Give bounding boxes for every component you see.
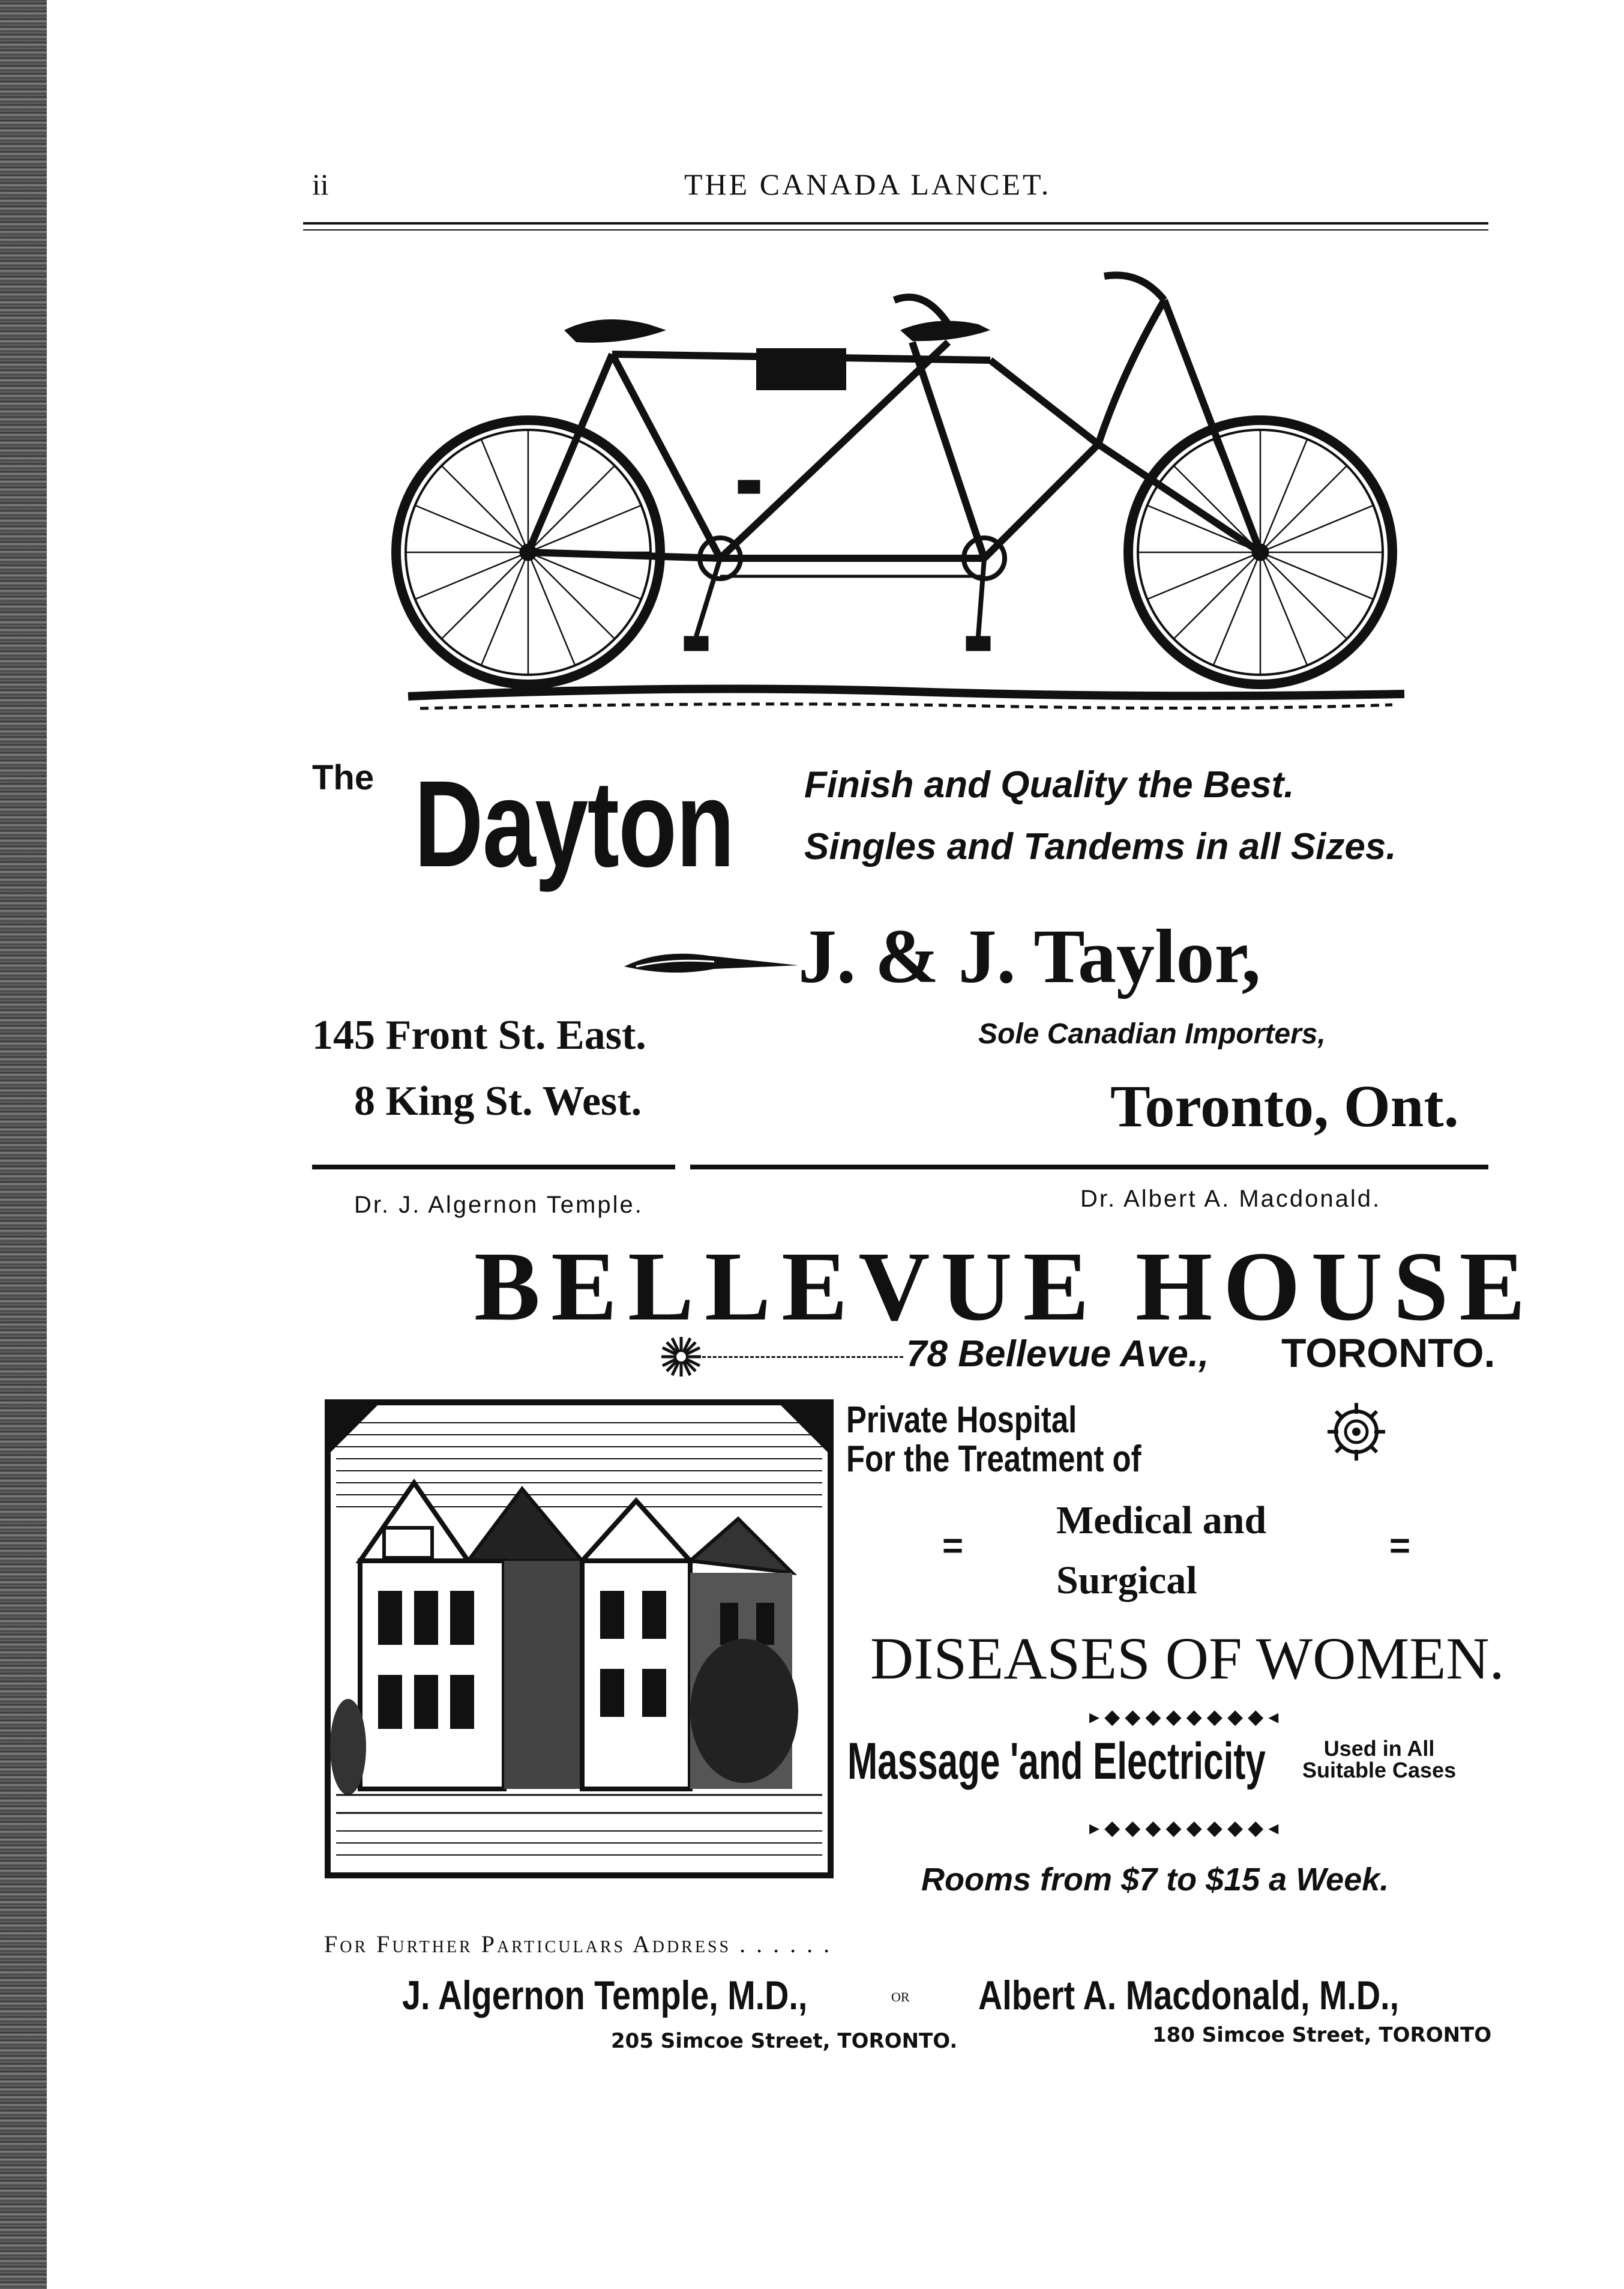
bellevue-house-title: BELLEVUE HOUSE bbox=[474, 1231, 1536, 1341]
used-line-1: Used in All bbox=[1323, 1736, 1435, 1761]
compass-rose-icon bbox=[1326, 1402, 1386, 1462]
further-particulars: For Further Particulars Address . . . . . . bbox=[324, 1931, 832, 1958]
or-separator: or bbox=[891, 1984, 910, 2006]
used-in-all-suitable-cases bbox=[1302, 1738, 1456, 1781]
room-rates: Rooms from $7 to $15 a Week. bbox=[921, 1862, 1389, 1898]
dayton-brand: Dayton bbox=[414, 755, 734, 893]
page-number: ii bbox=[312, 167, 329, 201]
header-rule bbox=[303, 222, 1488, 225]
diamond-row-top: ▸◆◆◆◆◆◆◆◆◂ bbox=[1089, 1705, 1284, 1729]
equals-ornament-right: = bbox=[1389, 1525, 1411, 1566]
section-rule-left bbox=[312, 1165, 675, 1169]
dayton-city: Toronto, Ont. bbox=[1110, 1073, 1459, 1139]
company-name: J. & J. Taylor, bbox=[798, 914, 1261, 999]
header-rule-thin bbox=[303, 229, 1488, 231]
massage-electricity: Massage 'and Electricity bbox=[847, 1733, 1266, 1790]
section-rule-right bbox=[690, 1165, 1488, 1169]
surgical-line: Surgical bbox=[1056, 1558, 1197, 1602]
medical-line: Medical and bbox=[1056, 1498, 1267, 1542]
bellevue-house-engraving bbox=[324, 1399, 834, 1879]
scan-edge bbox=[0, 0, 47, 2289]
dayton-tagline-1: Finish and Quality the Best. bbox=[804, 764, 1295, 806]
address-leader-line bbox=[702, 1356, 903, 1358]
macdonald-street-address: 180 Simcoe Street, TORONTO bbox=[1152, 2023, 1492, 2047]
dayton-tagline-2: Singles and Tandems in all Sizes. bbox=[804, 826, 1397, 867]
doctor-macdonald-header: Dr. Albert A. Macdonald. bbox=[1080, 1186, 1382, 1212]
private-hospital-line: Private Hospital bbox=[846, 1399, 1077, 1441]
used-line-2: Suitable Cases bbox=[1302, 1758, 1457, 1782]
bellevue-city: TORONTO. bbox=[1281, 1330, 1496, 1376]
pointing-flourish-icon bbox=[624, 942, 798, 985]
tandem-bicycle-illustration bbox=[384, 264, 1416, 744]
diseases-of-women: DISEASES OF WOMEN. bbox=[870, 1625, 1505, 1692]
sunburst-ornament-icon bbox=[660, 1336, 702, 1378]
diamond-row-bottom: ▸◆◆◆◆◆◆◆◆◂ bbox=[1089, 1816, 1284, 1840]
equals-ornament-left: = bbox=[942, 1525, 964, 1566]
address-king-st: 8 King St. West. bbox=[354, 1078, 642, 1124]
journal-title: THE CANADA LANCET. bbox=[684, 167, 1051, 201]
temple-street-address: 205 Simcoe Street, TORONTO. bbox=[611, 2029, 958, 2053]
doctor-temple-header: Dr. J. Algernon Temple. bbox=[354, 1192, 643, 1218]
doctor-temple-contact: J. Algernon Temple, M.D., bbox=[402, 1973, 808, 2018]
bellevue-address: 78 Bellevue Ave., bbox=[906, 1333, 1209, 1375]
dayton-the: The bbox=[312, 758, 374, 797]
importers-line: Sole Canadian Importers, bbox=[978, 1018, 1326, 1050]
address-front-st: 145 Front St. East. bbox=[312, 1012, 646, 1058]
treatment-of-line: For the Treatment of bbox=[846, 1438, 1141, 1480]
doctor-macdonald-contact: Albert A. Macdonald, M.D., bbox=[978, 1973, 1400, 2018]
